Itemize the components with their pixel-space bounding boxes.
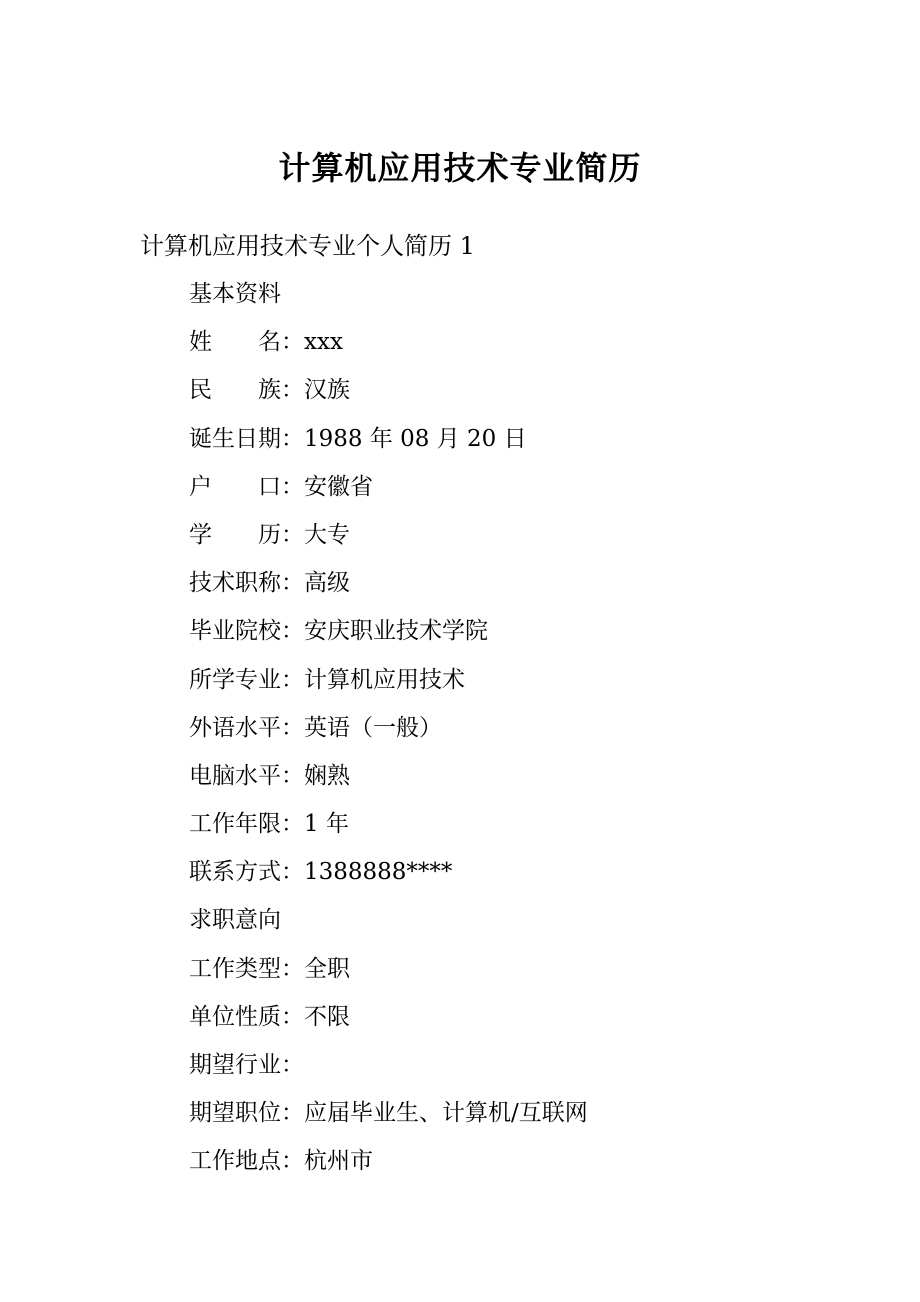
field-separator: ： [281,1100,304,1127]
resume-body [189,274,889,1190]
field-position [189,1093,889,1141]
field-label: 外语水平 [189,714,281,741]
field-value: 高级 [304,570,350,597]
field-label: 联系方式 [189,859,281,886]
field-name [189,322,889,370]
field-value: 安庆职业技术学院 [304,618,488,645]
field-label: 单位性质 [189,1003,281,1030]
field-label: 民 族 [189,377,281,404]
field-value: 安徽省 [304,473,373,500]
field-label: 诞生日期 [189,425,281,452]
field-label: 电脑水平 [189,762,281,789]
document-title: 计算机应用技术专业简历 [278,149,642,187]
field-separator: ： [281,377,304,404]
field-separator: ： [281,521,304,548]
field-label: 技术职称 [189,570,281,597]
resume-subtitle: 计算机应用技术专业个人简历 1 [140,232,475,260]
field-value: 计算机应用技术 [304,666,465,693]
field-value: xxx [304,329,343,356]
field-value: 大专 [304,521,350,548]
section-heading-intent: 求职意向 [189,907,281,934]
field-school [189,611,889,659]
field-value: 1388888**** [304,859,453,886]
field-ethnicity [189,370,889,418]
field-label: 学 历 [189,521,281,548]
field-value: 娴熟 [304,762,350,789]
field-separator: ： [281,955,304,982]
field-title [189,563,889,611]
field-separator: ： [281,425,304,452]
field-separator: ： [281,714,304,741]
field-label: 期望职位 [189,1100,281,1127]
field-company-type [189,997,889,1045]
field-contact [189,852,889,900]
field-birth-date [189,419,889,467]
field-label: 期望行业 [189,1052,281,1078]
field-label: 工作地点 [189,1148,281,1175]
field-separator: ： [281,1148,304,1175]
field-value: 汉族 [304,377,350,404]
field-separator: ： [281,811,304,838]
field-separator: ： [281,618,304,645]
field-job-type [189,949,889,997]
field-separator: ： [281,666,304,693]
field-label: 工作类型 [189,955,281,982]
field-separator: ： [281,859,304,886]
field-education [189,515,889,563]
field-label: 户 口 [189,473,281,500]
field-major [189,660,889,708]
field-separator: ： [281,1003,304,1030]
field-value: 不限 [304,1003,350,1030]
field-residence [189,467,889,515]
field-value: 1 年 [304,811,349,838]
field-value: 应届毕业生、计算机/互联网 [304,1100,588,1127]
field-separator: ： [281,473,304,500]
field-language [189,708,889,756]
section-heading-basic: 基本资料 [189,281,281,307]
field-label: 姓 名 [189,329,281,356]
field-industry [189,1045,889,1093]
field-label: 所学专业 [189,666,281,693]
field-value: 1988 年 08 月 20 日 [304,425,527,452]
field-work-years [189,804,889,852]
field-separator: ： [281,329,304,356]
field-label: 毕业院校 [189,618,281,645]
field-separator: ： [281,1052,304,1078]
field-location [189,1141,889,1189]
field-label: 工作年限 [189,811,281,838]
field-value: 全职 [304,955,350,982]
field-computer-skill [189,756,889,804]
field-separator: ： [281,762,304,789]
field-value: 英语（一般） [304,714,442,741]
field-separator: ： [281,570,304,597]
field-value: 杭州市 [304,1148,373,1175]
